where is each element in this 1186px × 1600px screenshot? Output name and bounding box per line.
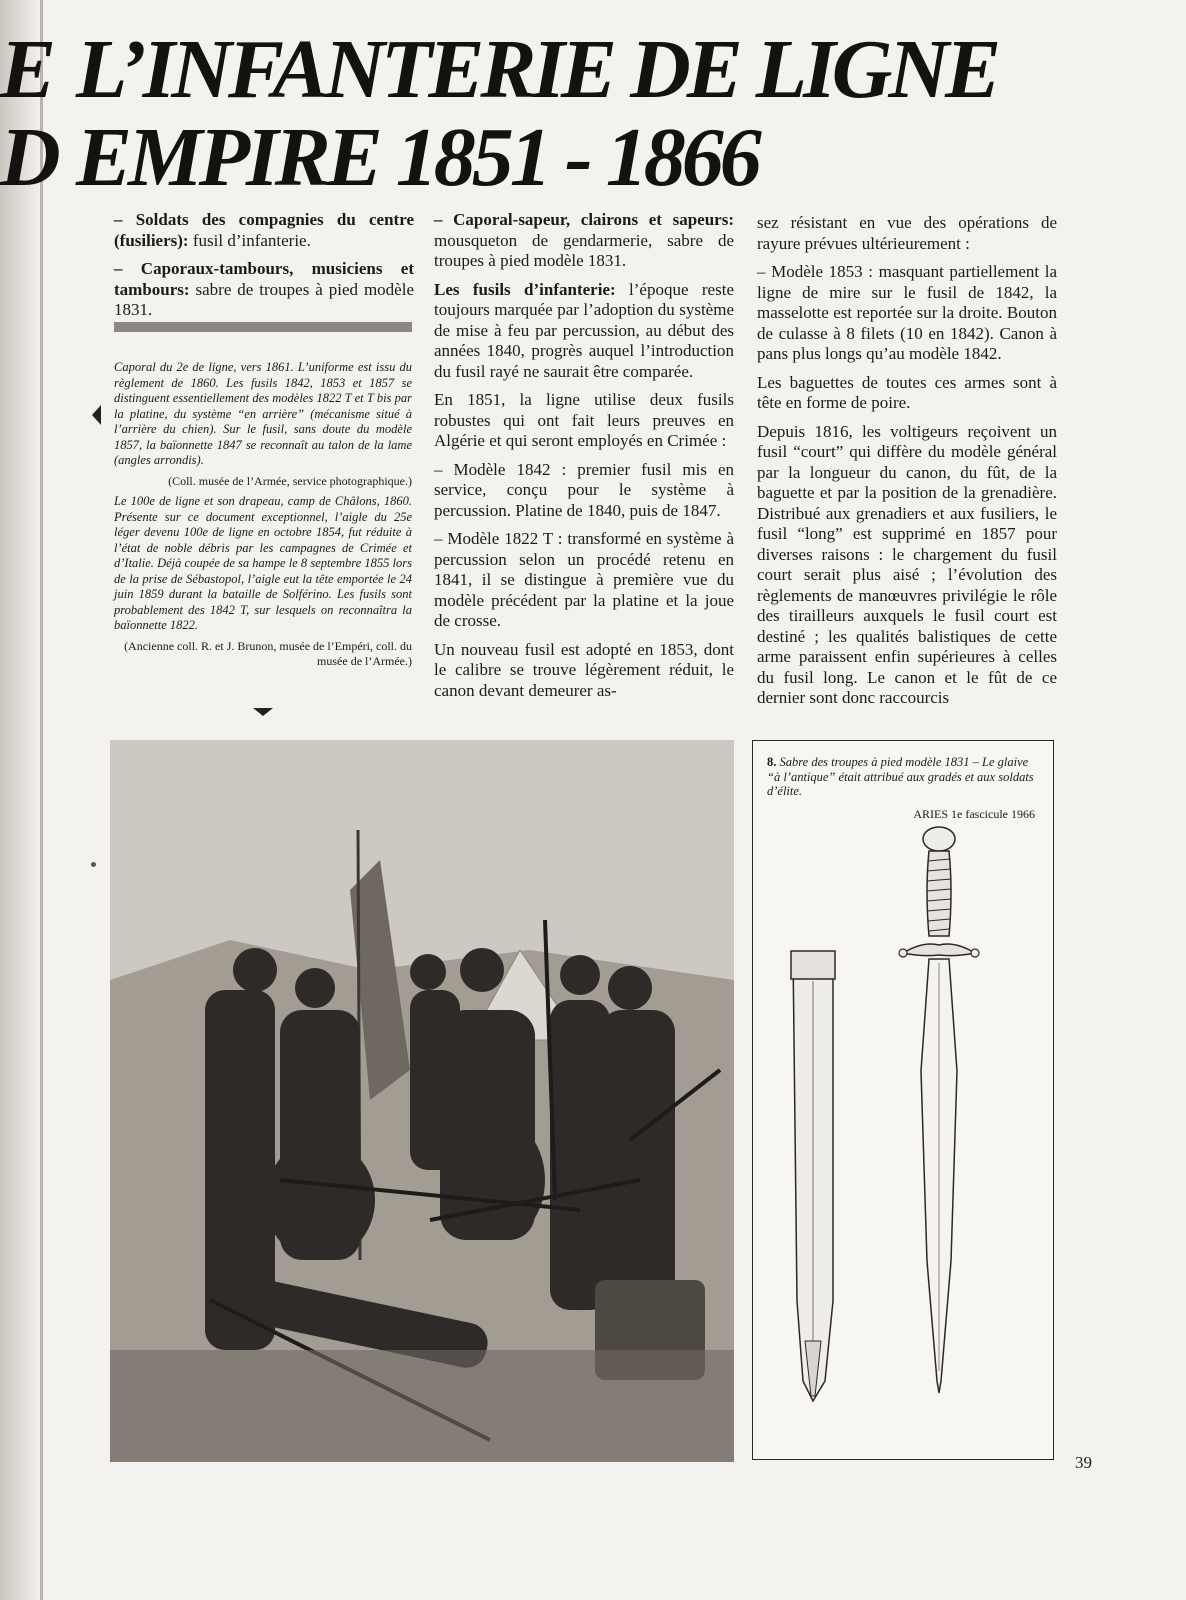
col2-paragraph-2 xyxy=(434,280,734,383)
col2-paragraph-5: – Modèle 1822 T : transformé en système à percussion selon un procédé retenu en 1841, il se distingue à première vue du modèle précédent par la platine et la joue de crosse. xyxy=(434,529,734,630)
caption-1: Caporal du 2e de ligne, vers 1861. L’uniforme est issu du règlement de 1860. Les fusils 1842, 1853 et 1857 se distinguent essentiellement des modèles 1822 T et T bis par la platine, du système “en arrière” (mécanisme situé à l’arrière du chien). Sur le fusil, sans doute du modèle 1857, la baïonnette 1847 se reconnaît au talon de la lame (angles arrondis). xyxy=(114,360,412,467)
arrow-down-icon xyxy=(253,708,273,716)
col2-p2-text: l’époque reste toujours marquée par l’adoption du système de mise à feu par percussion, au début des années 1840, progrès auquel l’introduction du fusil rayé ne saurait être comparée. xyxy=(434,279,734,381)
caption-1-credit: (Coll. musée de l’Armée, service photographique.) xyxy=(168,473,412,488)
soldiers-photograph xyxy=(110,740,734,1462)
title-line-2: EMPIRE 1851 - 1866 xyxy=(76,111,758,204)
arrow-left-icon xyxy=(92,405,101,425)
sword-and-scabbard-drawing xyxy=(753,741,1053,1459)
photo-captions xyxy=(114,360,412,675)
sword-illustration-box xyxy=(752,740,1054,1460)
column-2 xyxy=(434,210,734,709)
col1-p2-text: sabre de troupes à pied modèle 1831. xyxy=(114,279,414,319)
sword-caption-text: Sabre des troupes à pied modèle 1831 – Le glaive “à l’antique” était attribué aux gradés et aux soldats d’élite. xyxy=(767,755,1034,798)
col1-p2-bold: – Caporaux-tambours, musiciens et tambours: xyxy=(114,259,414,299)
caption-2-credit: (Ancienne coll. R. et J. Brunon, musée de l’Empéri, coll. du musée de l’Armée.) xyxy=(124,638,412,668)
col1-p1-bold: – Soldats des compagnies du centre (fusiliers): xyxy=(114,210,414,250)
col2-paragraph-4: – Modèle 1842 : premier fusil mis en service, conçu pour le système à percussion. Platine de 1840, puis de 1847. xyxy=(434,459,734,520)
photo-illustration xyxy=(110,740,734,1462)
col2-p1-bold: – Caporal-sapeur, clairons et sapeurs: xyxy=(434,210,734,229)
column-1 xyxy=(114,210,414,329)
col3-paragraph-3: Les baguettes de toutes ces armes sont à tête en forme de poire. xyxy=(757,372,1057,412)
col2-p1-text: mousqueton de gendarmerie, sabre de troupes à pied modèle 1831. xyxy=(434,230,734,270)
title-cut-letter-1: E xyxy=(0,23,53,116)
title-line-1: L’INFANTERIE DE LIGNE xyxy=(76,23,998,116)
col3-paragraph-4: Depuis 1816, les voltigeurs reçoivent un fusil “court” qui diffère du modèle général par la longueur du canon, du fût, de la baguette et par la position de la grenadière. Distribué aux grenadiers et aux fusiliers, le fusil “long” est supprimé en 1857 pour diverses raisons : le chargement du fusil court serait plus aisé ; l’évolution des règlements de manœuvres privilégie le rôle des tirailleurs auxquels le fusil court est destiné ; les qualités balistiques de cette arme paraissent enfin supérieures à celles du fusil long. Le canon et le fût de ce dernier sont donc raccourcis xyxy=(757,421,1057,707)
col2-paragraph-1 xyxy=(434,210,734,272)
col3-paragraph-2: – Modèle 1853 : masquant partiellement la ligne de mire sur le fusil de 1842, la masselotte est reportée sur la droite. Bouton de culasse à 8 filets (10 en 1842). Canon à pans plus longs qu’au modèle 1842. xyxy=(757,262,1057,363)
page-number: 39 xyxy=(1075,1453,1092,1472)
col2-paragraph-3: En 1851, la ligne utilise deux fusils robustes qui ont fait leurs preuves en Algérie et qui seront employés en Crimée : xyxy=(434,390,734,450)
margin-dot xyxy=(91,862,96,867)
sword-source: ARIES 1e fascicule 1966 xyxy=(913,807,1035,821)
col2-p2-bold: Les fusils d’infanterie: xyxy=(434,279,616,299)
col2-paragraph-6: Un nouveau fusil est adopté en 1853, dont le calibre se trouve légèrement réduit, le canon devant demeurer as- xyxy=(434,639,734,700)
spine-fold xyxy=(40,0,43,1600)
column-3 xyxy=(757,213,1057,717)
page-spine xyxy=(0,0,42,1600)
sword-figure-number: 8. xyxy=(767,755,777,769)
caption-2: Le 100e de ligne et son drapeau, camp de Châlons, 1860. Présente sur ce document exceptionnel, l’aigle du 25e léger devenu 100e de ligne en octobre 1854, fut réduite à l’état de noble débris par les campagnes de Crimée et d’Italie. Déjà coupée de sa hampe le 8 septembre 1855 lors de la prise de Sébastopol, l’aigle eut la tête emportée le 24 juin 1859 durant la bataille de Solférino. Les fusils sont probablement des 1842 T, sur lesquels on reconnaîtra la baïonnette 1822. xyxy=(114,494,412,632)
caption-divider-bar xyxy=(114,322,412,332)
col1-paragraph-1 xyxy=(114,210,414,251)
col1-paragraph-2 xyxy=(114,259,414,321)
col3-paragraph-1: sez résistant en vue des opérations de rayure prévues ultérieurement : xyxy=(757,213,1057,253)
col1-p1-text: fusil d’infanterie. xyxy=(188,230,311,250)
title-cut-letter-2: D xyxy=(0,111,57,204)
